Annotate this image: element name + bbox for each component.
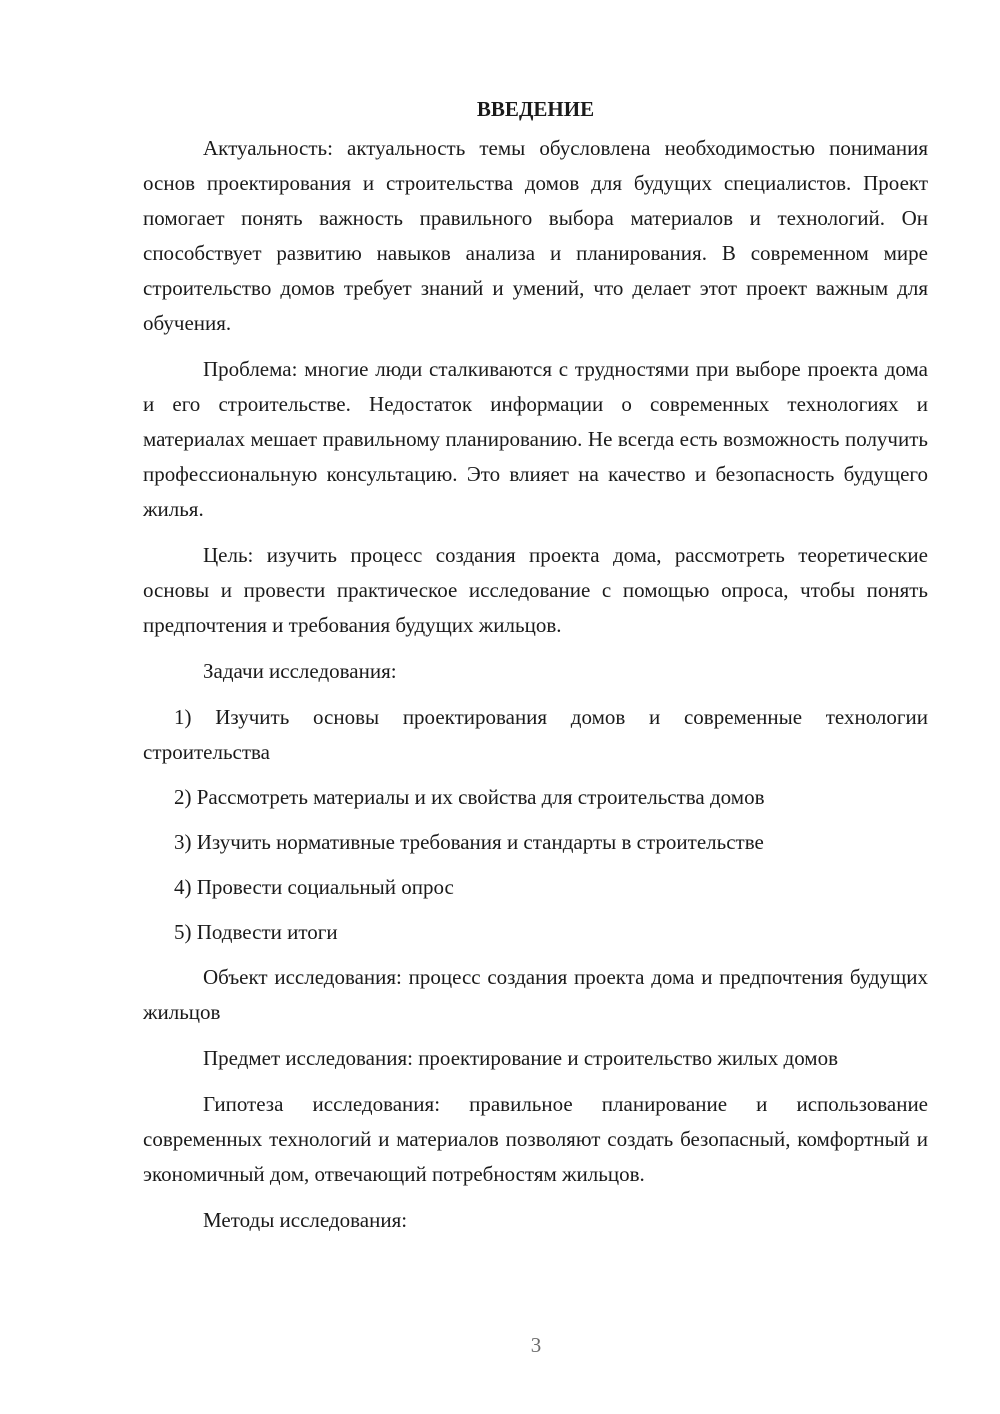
page-number: 3 [530,1333,542,1357]
document-page [143,92,928,1249]
list-item: 5) Подвести итоги [174,920,338,944]
list-item: 3) Изучить нормативные требования и стандарты в строительстве [174,830,764,854]
list-item: 1) Изучить основы проектирования домов и современные технологии строительства [143,705,928,764]
tasks-title: Задачи исследования: [203,659,397,683]
problem-paragraph: Проблема: многие люди сталкиваются с трудностями при выборе проекта дома и его строительстве. Недостаток информации о современных технологиях и материалах мешает правильному планированию. Не всегда есть возможность получить профессиональную консультацию. Это влияет на качество и безопасность будущего жилья. [143,357,928,521]
tasks-list [143,700,928,950]
goal-paragraph: Цель: изучить процесс создания проекта дома, рассмотреть теоретические основы и провести практическое исследование с помощью опроса, чтобы понять предпочтения и требования будущих жильцов. [143,543,928,637]
relevance-paragraph: Актуальность: актуальность темы обусловлена необходимостью понимания основ проектирования и строительства домов для будущих специалистов. Проект помогает понять важность правильного выбора материалов и технологий. Он способствует развитию навыков анализа и планирования. В современном мире строительство домов требует знаний и умений, что делает этот проект важным для обучения. [143,136,928,335]
section-heading: ВВЕДЕНИЕ [476,97,595,121]
list-item: 2) Рассмотреть материалы и их свойства для строительства домов [174,785,765,809]
object-paragraph: Объект исследования: процесс создания проекта дома и предпочтения будущих жильцов [143,965,928,1024]
subject-paragraph: Предмет исследования: проектирование и строительство жилых домов [203,1046,838,1070]
list-item: 4) Провести социальный опрос [174,875,454,899]
methods-title: Методы исследования: [203,1208,408,1232]
hypothesis-paragraph: Гипотеза исследования: правильное планирование и использование современных технологий и материалов позволяют создать безопасный, комфортный и экономичный дом, отвечающий потребностям жильцов. [143,1092,928,1186]
